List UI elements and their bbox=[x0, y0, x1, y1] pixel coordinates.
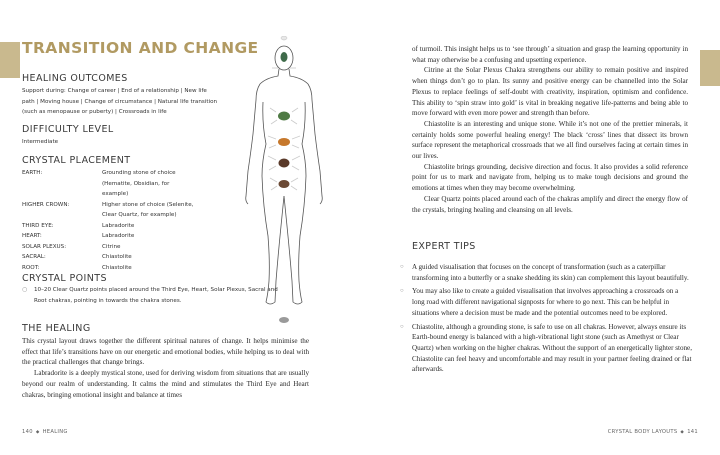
body-paragraph: Citrine at the Solar Plexus Chakra strengthens our ability to remain positive and inspired when things don’t go to plan. Its sunny and positive energy can be channelled into the Solar Plexus to replace feelings of self-doubt with creativity, inspiration, optimism and confidence. This ability to ‘spin straw into gold’ is vital in breaking negative life-patterns and being able to move forward with even more power and strength than before. bbox=[412, 66, 688, 118]
tips-heading: EXPERT TIPS bbox=[412, 241, 476, 252]
placement-row: SOLAR PLEXUS: Citrine bbox=[22, 243, 121, 250]
body-layout-diagram bbox=[226, 36, 344, 326]
heart-stone bbox=[278, 112, 290, 121]
placement-row: EARTH: Grounding stone of choice (Hematite, Obsidian, for example) bbox=[22, 170, 176, 197]
body-outline bbox=[246, 46, 323, 304]
bullet-icon: ○ bbox=[400, 323, 404, 330]
earth-stone bbox=[279, 317, 289, 323]
solar-plexus-stone bbox=[278, 138, 290, 146]
tip-item: ○ Chiastolite, although a grounding stone, is safe to use on all chakras. However, always ensure its Earth-bound energy is balanced with a high-vibrational light stone (such as Amethyst or Clear Quartz) when working on the higher chakras. Without the support of an energetically lighter stone, Chiastolite can feel heavy and uncomfortable and may result in your partner feeling drained or flat afterwards. bbox=[400, 322, 692, 374]
placement-row: HEART: Labradorite bbox=[22, 233, 135, 239]
bullet-icon: ○ bbox=[22, 286, 28, 293]
diamond-icon: ◆ bbox=[35, 430, 40, 435]
placement-row: HIGHER CROWN: Higher stone of choice (Selenite, Clear Quartz, for example) bbox=[22, 201, 194, 218]
tip-item: ○ You may also like to create a guided visualisation that involves approaching a crossroads on a long road with different navigational signposts for where to go next. This can be helpful in situations where a decision must be made and the potential outcomes need to be explored. bbox=[400, 287, 679, 317]
placement-table bbox=[22, 168, 222, 273]
sacral-stone bbox=[279, 159, 290, 168]
footer-left bbox=[22, 429, 68, 435]
page-title: TRANSITION AND CHANGE bbox=[22, 39, 259, 57]
quartz-points bbox=[268, 68, 300, 190]
chapter-tab-left bbox=[0, 42, 20, 78]
body-paragraph: Clear Quartz points placed around each of the chakras amplify and direct the energy flow of the crystals, bringing healing and cleansing on all levels. bbox=[412, 194, 688, 214]
healing-heading: THE HEALING bbox=[22, 323, 91, 334]
placement-row: SACRAL: Chiastolite bbox=[22, 254, 132, 260]
healing-paragraph: Labradorite is a deeply mystical stone, used for deriving wisdom from situations that are usually beyond our realm of understanding. It calms the mind and stimulates the Third Eye and Heart chakras, bringing emotional insight and balance at times bbox=[22, 369, 309, 399]
page-number: 140 bbox=[22, 429, 33, 435]
difficulty-heading: DIFFICULTY LEVEL bbox=[22, 124, 114, 135]
body-paragraph: of turmoil. This insight helps us to ‘see through’ a situation and grasp the learning opportunity in what may otherwise be a confusing and upsetting experience. bbox=[412, 45, 688, 64]
footer-section: HEALING bbox=[42, 429, 68, 435]
right-page bbox=[360, 0, 720, 455]
placement-row: THIRD EYE: Labradorite bbox=[22, 222, 135, 229]
tips-list bbox=[400, 262, 692, 378]
bullet-icon: ○ bbox=[400, 264, 404, 270]
footer-section: CRYSTAL BODY LAYOUTS bbox=[607, 429, 678, 435]
footer-right bbox=[608, 429, 698, 435]
points-heading: CRYSTAL POINTS bbox=[22, 273, 107, 284]
right-body bbox=[412, 44, 688, 215]
bullet-icon: ○ bbox=[400, 288, 404, 295]
higher-crown-stone bbox=[281, 36, 287, 40]
tip-item: ○ A guided visualisation that focuses on the concept of transformation (such as a caterpillar transforming into a butterfly or a snake shedding its skin) can complement this layout beautifully. bbox=[400, 263, 689, 282]
chapter-tab-right bbox=[700, 50, 720, 86]
placement-row: ROOT: Chiastolite bbox=[22, 264, 132, 271]
healing-outcomes-text: Support during: Change of career | End of a relationship | New life path | Moving house | Change of circumstance | Natural life transition (such as menopause or puberty) | Crossroads in life bbox=[22, 88, 218, 115]
placement-heading: CRYSTAL PLACEMENT bbox=[22, 155, 131, 166]
body-paragraph: Chiastolite is an interesting and unique stone. While it’s not one of the prettier minerals, it certainly holds some powerful healing energy! The black ‘cross’ lines that dissect its brown surface represent the metaphorical crossroads that we all find ourselves facing at certain times in our lives. bbox=[412, 119, 688, 161]
root-stone bbox=[279, 180, 290, 188]
healing-outcomes-heading: HEALING OUTCOMES bbox=[22, 73, 128, 84]
healing-paragraph: This crystal layout draws together the different spiritual natures of change. It helps minimise the effect that life’s transitions have on our energetic and emotional bodies, while helping us to deal with the practical challenges that change brings. bbox=[22, 337, 309, 367]
diamond-icon: ◆ bbox=[680, 430, 685, 435]
third-eye-stone bbox=[281, 52, 288, 62]
points-bullet: ○ 10–20 Clear Quartz points placed around the Third Eye, Heart, Solar Plexus, Sacral and Root chakras, pointing in towards the chakra stones. bbox=[22, 285, 284, 309]
body-paragraph: Chiastolite brings grounding, decisive direction and focus. It also provides a solid reference point for us to mark and navigate from, helping us to make tough decisions and ground the emotions at times when they may become overwhelming. bbox=[412, 162, 688, 193]
healing-body bbox=[22, 336, 309, 400]
page-number: 141 bbox=[687, 429, 698, 435]
difficulty-value: Intermediate bbox=[22, 139, 59, 145]
